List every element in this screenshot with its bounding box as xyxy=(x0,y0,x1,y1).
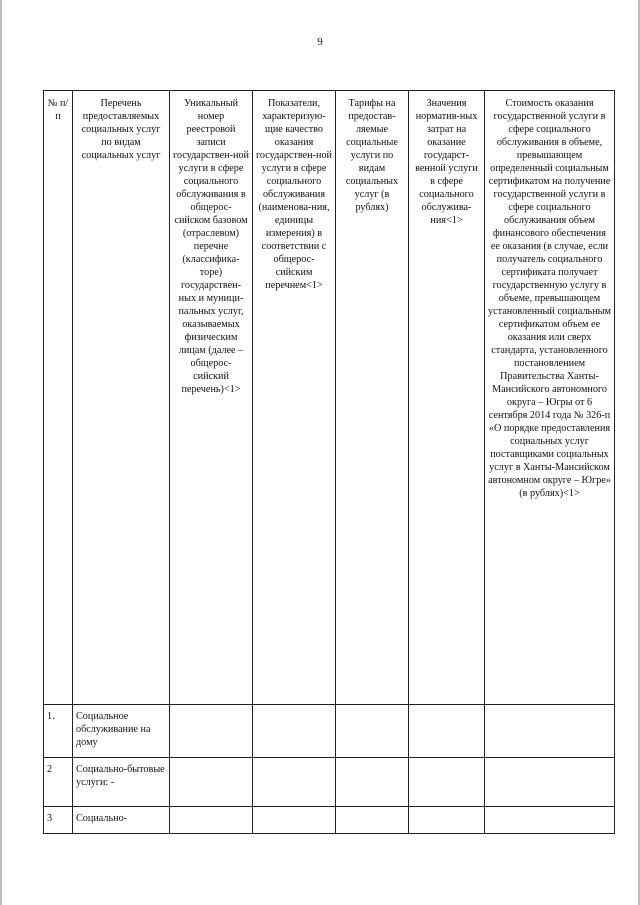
row-service-name: Социально- xyxy=(73,807,170,834)
header-cell-registry-number: Уникальный номер реестровой записи государствен-ной услуги в сфере социального обслуживания в общерос-сийском базовом (отраслевом) перечне (классифика-торе) государствен-ных и муници-пальных услуг, оказываемых физическим лицам (далее – общерос-сийский перечень)<1> xyxy=(170,91,253,705)
table-header-row xyxy=(44,91,615,705)
header-cell-excess-cost: Стоимость оказания государственной услуги в сфере социального обслуживания в объеме, превышающем определенный социальным сертификатом на получение государственной услуги в сфере социального обслуживания объем финансового обеспечения ее оказания (в случае, если получатель социального сертификата получает государственную услугу в объеме, превышающем установленный социальным сертификатом объем ее оказания или сверх стандарта, установленного постановлением Правительства Ханты-Мансийского автономного округа – Югры от 6 сентября 2014 года № 326-п «О порядке предоставления социальных услуг поставщиками социальных услуг в Ханты-Мансийском автономном округе – Югре» (в рублях)<1> xyxy=(485,91,615,705)
row-number: 2 xyxy=(44,758,73,807)
empty-cell xyxy=(409,758,485,807)
services-table xyxy=(43,90,615,834)
header-cell-quality-indicators: Показатели, характеризую-щие качество оказания государствен-ной услуги в сфере социального обслуживания (наименова-ния, единицы измерения) в соответствии с общерос-сийским перечнем<1> xyxy=(253,91,336,705)
header-cell-tariffs: Тарифы на предостав-ляемые социальные услуги по видам социальных услуг (в рублях) xyxy=(336,91,409,705)
empty-cell xyxy=(336,705,409,758)
row-service-name: Социально-бытовые услуги: - xyxy=(73,758,170,807)
empty-cell xyxy=(170,807,253,834)
row-service-name: Социальное обслуживание на дому xyxy=(73,705,170,758)
page-number: 9 xyxy=(317,36,323,48)
empty-cell xyxy=(485,705,615,758)
empty-cell xyxy=(409,705,485,758)
empty-cell xyxy=(485,758,615,807)
empty-cell xyxy=(170,758,253,807)
scan-edge-left xyxy=(0,0,2,905)
row-number: 3 xyxy=(44,807,73,834)
header-cell-number: № п/п xyxy=(44,91,73,705)
header-cell-services-list: Перечень предоставляемых социальных услуг по видам социальных услуг xyxy=(73,91,170,705)
empty-cell xyxy=(336,807,409,834)
empty-cell xyxy=(485,807,615,834)
table-row xyxy=(44,807,615,834)
empty-cell xyxy=(253,807,336,834)
empty-cell xyxy=(409,807,485,834)
empty-cell xyxy=(170,705,253,758)
table-row xyxy=(44,705,615,758)
header-cell-normative-costs: Значения норматив-ных затрат на оказание государст-венной услуги в сфере социального обслужива-ния<1> xyxy=(409,91,485,705)
table-row xyxy=(44,758,615,807)
empty-cell xyxy=(253,705,336,758)
empty-cell xyxy=(336,758,409,807)
row-number: 1. xyxy=(44,705,73,758)
empty-cell xyxy=(253,758,336,807)
